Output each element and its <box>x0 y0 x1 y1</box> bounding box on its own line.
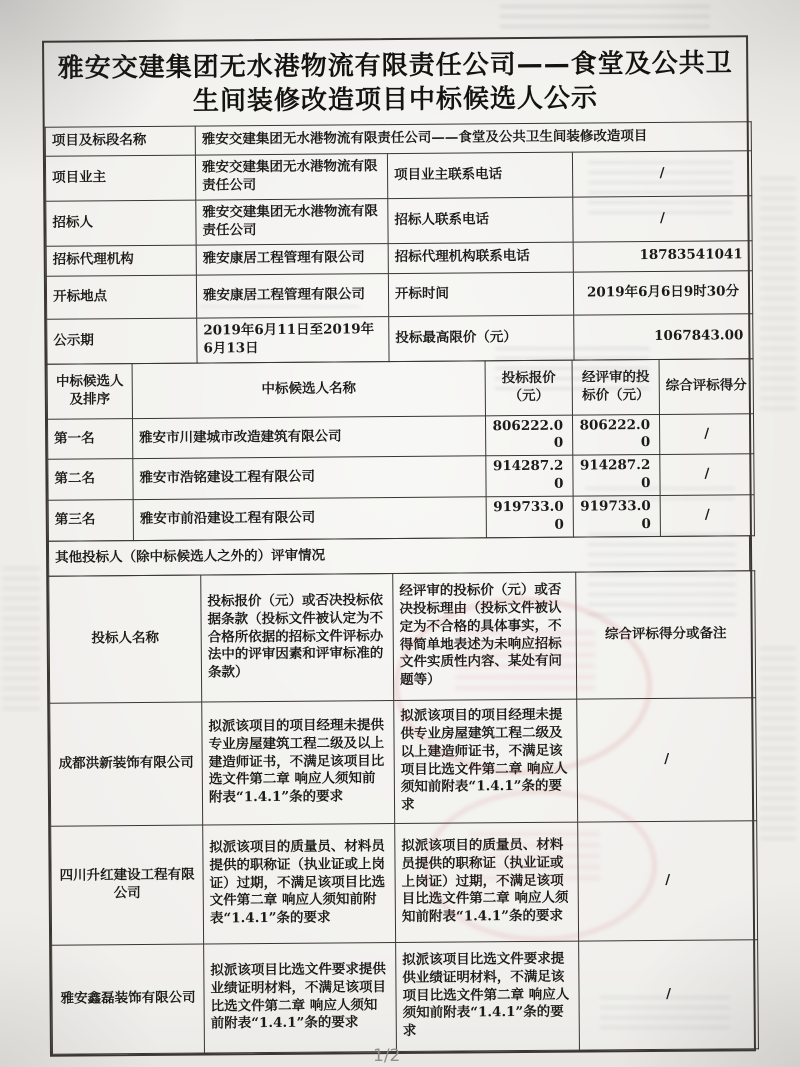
rank-cell: 第二名 <box>48 459 133 500</box>
document-page <box>42 35 756 1056</box>
name-header-cell: 中标候选人名称 <box>132 360 485 418</box>
bid-price-cell: 919733.00 <box>486 496 573 537</box>
bid-opening-time-cell: 2019年6月6日9时30分 <box>573 270 752 314</box>
reject-clause-cell: 拟派该项目的项目经理未提供专业房屋建筑工程二级及以上建造师证书，不满足该项目比选文件第二章 响应人须知前附表“1.4.1”条的要求 <box>202 700 395 825</box>
table-row <box>47 313 753 364</box>
project-info-table <box>45 121 754 365</box>
candidates-header-row <box>47 358 753 419</box>
info-value-cell: 雅安交建集团无水港物流有限责任公司——食堂及公共卫生间装修改造项目 <box>195 121 751 154</box>
info-label-cell: 招标人联系电话 <box>388 197 573 243</box>
agency-phone-cell: 18783541041 <box>573 240 752 271</box>
candidate-name-cell: 雅安市前沿建设工程有限公司 <box>133 497 486 540</box>
info-value-cell: 雅安交建集团无水港物流有限责任公司 <box>196 198 388 245</box>
info-value-cell: / <box>572 150 751 196</box>
bid-header-cell: 投标报价（元） <box>485 360 572 416</box>
score-cell: / <box>660 495 754 536</box>
info-label-cell: 投标最高限价（元） <box>389 315 574 361</box>
table-row <box>46 270 752 319</box>
page-number: 1/2 <box>373 1046 401 1066</box>
info-label-cell: 招标人 <box>46 200 196 246</box>
remark-cell: / <box>578 820 758 940</box>
info-value-cell: 雅安交建集团无水港物流有限责任公司 <box>195 153 387 200</box>
candidate-name-cell: 雅安市川建城市改造建筑有限公司 <box>132 415 485 458</box>
reject-reason-cell: 拟派该项目的质量员、材料员提供的职称证（执业证或上岗证）过期，不满足该项目比选文件第二章 响应人须知前附表“1.4.1”条的要求 <box>395 822 579 942</box>
score-cell: / <box>659 413 753 454</box>
score-cell: / <box>660 454 754 495</box>
candidate-row <box>48 495 754 541</box>
info-label-cell: 开标地点 <box>46 275 196 319</box>
table-row <box>45 150 751 201</box>
table-frame <box>42 35 756 1056</box>
candidate-row <box>48 454 754 500</box>
bidder-row <box>50 697 757 826</box>
bidder-name-header-cell: 投标人名称 <box>49 575 202 703</box>
other-bidders-table <box>48 570 759 1055</box>
reject-reason-cell: 拟派该项目的项目经理未提供专业房屋建筑工程二级及以上建造师证书，不满足该项目比选文件第二章 响应人须知前附表“1.4.1”条的要求 <box>394 699 578 823</box>
others-section-title-cell: 其他投标人（除中标候选人之外的）评审情况 <box>48 535 749 576</box>
bleedthrough-smudge <box>760 640 796 840</box>
reject-clause-header-cell: 投标报价（元）或否决投标依据条款（投标文件被认定为不合格所依据的招标文件评标办法中的评审因素和评审标准的条款） <box>201 573 394 702</box>
info-value-cell: / <box>573 195 752 241</box>
bleedthrough-smudge <box>760 170 796 410</box>
reject-clause-cell: 拟派该项目的质量员、材料员提供的职称证（执业证或上岗证）过期，不满足该项目比选文件第二章 响应人须知前附表“1.4.1”条的要求 <box>203 823 396 944</box>
candidate-row <box>47 413 753 459</box>
bidder-row <box>52 939 759 1054</box>
evaluated-price-cell: 914287.20 <box>573 455 660 496</box>
bidder-name-cell: 四川升红建设工程有限公司 <box>51 825 204 945</box>
candidates-table <box>47 358 755 541</box>
max-price-cell: 1067843.00 <box>574 313 753 359</box>
rank-header-cell: 中标候选人及排序 <box>47 363 132 419</box>
bid-price-cell: 914287.20 <box>486 455 573 496</box>
bidder-name-cell: 成都洪新装饰有限公司 <box>50 702 203 826</box>
score-header-cell: 综合评标得分 <box>659 358 753 414</box>
bleedthrough-smudge <box>2 560 40 710</box>
info-label-cell: 开标时间 <box>388 272 573 316</box>
table-row <box>46 195 752 246</box>
reject-clause-cell: 拟派该项目比选文件要求提供业绩证明材料，不满足该项目比选文件第二章 响应人须知前附表“1.4.1”条的要求 <box>204 942 397 1053</box>
info-label-cell: 项目业主 <box>45 155 195 201</box>
rank-cell: 第三名 <box>48 499 133 540</box>
reject-reason-header-cell: 经评审的投标价（元）或否决投标理由（投标文件被认定为不合格的具体事实，不得简单地表述为未响应招标文件实质性内容、某处有问题等） <box>393 572 577 700</box>
evaluated-price-cell: 806222.00 <box>572 414 659 455</box>
evaluated-price-cell: 919733.00 <box>573 495 660 536</box>
bid-price-cell: 806222.00 <box>485 415 572 456</box>
other-bidders-header-row <box>49 570 756 703</box>
info-label-cell: 项目及标段名称 <box>45 126 195 156</box>
remark-cell: / <box>579 939 759 1049</box>
info-label-cell: 招标代理机构联系电话 <box>388 242 573 273</box>
info-value-cell: 雅安康居工程管理有限公司 <box>196 243 388 275</box>
page-title: 雅安交建集团无水港物流有限责任公司——食堂及公共卫生间装修改造项目中标候选人公示 <box>57 48 733 117</box>
rank-cell: 第一名 <box>47 418 132 459</box>
info-label-cell: 公示期 <box>47 318 197 364</box>
info-value-cell: 雅安康居工程管理有限公司 <box>196 273 388 318</box>
remark-cell: / <box>577 697 757 821</box>
remark-header-cell: 综合评标得分或备注 <box>576 570 756 698</box>
evaluated-header-cell: 经评审的投标价（元） <box>572 359 659 415</box>
bidder-row <box>51 820 758 945</box>
reject-reason-cell: 拟派该项目比选文件要求提供业绩证明材料，不满足该项目比选文件第二章 响应人须知前附表“1.4.1”条的要求 <box>396 941 580 1051</box>
info-value-cell: 2019年6月11日至2019年6月13日 <box>197 316 389 363</box>
info-label-cell: 招标代理机构 <box>46 245 196 276</box>
candidate-name-cell: 雅安市浩铭建设工程有限公司 <box>133 456 486 499</box>
bidder-name-cell: 雅安鑫磊装饰有限公司 <box>52 944 205 1054</box>
bleedthrough-smudge <box>500 4 710 28</box>
info-label-cell: 项目业主联系电话 <box>387 152 572 198</box>
